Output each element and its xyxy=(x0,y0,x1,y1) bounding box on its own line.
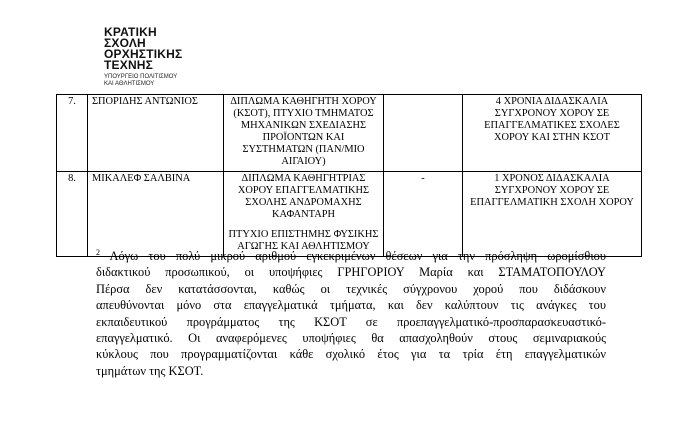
footnote xyxy=(96,245,606,379)
logo-title xyxy=(104,27,182,71)
table-row xyxy=(57,172,642,257)
footnote-line xyxy=(96,245,606,264)
row-number: 8. xyxy=(57,172,88,257)
logo-line: ΣΧΟΛΗ xyxy=(104,36,146,50)
dash-cell: - xyxy=(384,172,463,257)
empty-cell xyxy=(384,95,463,172)
footnote-line: διδακτικού προσωπικού, οι υποψήφιες ΓΡΗΓΟΡΙΟΥ Μαρία και ΣΤΑΜΑΤΟΠΟΥΛΟΥ xyxy=(96,265,606,280)
footnote-line: απευθύνονται μόνο στα επαγγελματικά τμήματα, και δεν καλύπτουν τις ανάγκες του xyxy=(96,298,606,313)
degree-text: ΔΙΠΛΩΜΑ ΚΑΘΗΓΗΤΡΙΑΣ ΧΟΡΟΥ ΕΠΑΓΓΕΛΜΑΤΙΚΗΣ ΣΧΟΛΗΣ ΑΝΔΡΟΜΑΧΗΣ ΚΑΦΑΝΤΑΡΗ xyxy=(237,173,370,220)
footnote-line: τμημάτων της ΚΣΟΤ. xyxy=(96,363,204,378)
footnote-text: Λόγω του πολύ μικρού αριθμού εγκεκριμένων θέσεων για την πρόσληψη ωρομίσθιου xyxy=(109,249,606,263)
school-logo xyxy=(104,27,182,88)
candidate-experience: 1 ΧΡΟΝΟΣ ΔΙΔΑΣΚΑΛΙΑ ΣΥΓΧΡΟΝΟΥ ΧΟΡΟΥ ΣΕ ΕΠΑΓΓΕΛΜΑΤΙΚΗ ΣΧΟΛΗ ΧΟΡΟΥ xyxy=(463,172,642,257)
logo-line: ΚΡΑΤΙΚΗ xyxy=(104,25,157,39)
candidate-name: ΜΙΚΑΛΕΦ ΣΑΛΒΙΝΑ xyxy=(88,172,224,257)
candidate-degree xyxy=(224,172,384,257)
candidate-degree xyxy=(224,95,384,172)
logo-ministry xyxy=(104,74,182,88)
footnote-mark: 2 xyxy=(96,248,100,257)
candidate-name: ΣΠΟΡΙΔΗΣ ΑΝΤΩΝΙΟΣ xyxy=(88,95,224,172)
footnote-line: επαγγελματικό. Οι αναφερόμενες υποψήφιες θα απασχοληθούν στους σεμιναριακούς xyxy=(96,331,606,346)
candidate-experience: 4 ΧΡΟΝΙΑ ΔΙΔΑΣΚΑΛΙΑ ΣΥΓΧΡΟΝΟΥ ΧΟΡΟΥ ΣΕ ΕΠΑΓΓΕΛΜΑΤΙΚΕΣ ΣΧΟΛΕΣ ΧΟΡΟΥ ΚΑΙ ΣΤΗΝ ΚΣΟΤ xyxy=(463,95,642,172)
logo-line: ΤΕΧΝΗΣ xyxy=(104,58,154,72)
logo-sub-line: ΚΑΙ ΑΘΛΗΤΙΣΜΟΥ xyxy=(104,81,155,87)
logo-sub-line: ΥΠΟΥΡΓΕΙΟ ΠΟΛΙΤΙΣΜΟΥ xyxy=(104,74,178,80)
candidates-table xyxy=(56,94,642,257)
table-row xyxy=(57,95,642,172)
row-number: 7. xyxy=(57,95,88,172)
footnote-line: εκπαιδευτικού προγράμματος της ΚΣΟΤ σε προεπαγγελματικό-προσπαρασκευαστικό- xyxy=(96,314,606,329)
degree-text: ΔΙΠΛΩΜΑ ΚΑΘΗΓΗΤΗ ΧΟΡΟΥ (ΚΣΟΤ), ΠΤΥΧΙΟ ΤΜΗΜΑΤΟΣ ΜΗΧΑΝΙΚΩΝ ΣΧΕΔΙΑΣΗΣ ΠΡΟΪΟΝΤΩΝ ΚΑΙ ΣΥΣΤΗΜΑΤΩΝ (ΠΑΝ/ΜΙΟ ΑΙΓΑΙΟΥ) xyxy=(230,96,377,167)
footnote-line: Πέρσα δεν κατατάσσονται, καθώς οι τεχνικές σύγχρονου χορού που διδάσκουν xyxy=(96,281,606,296)
footnote-line: κύκλους που προγραμματίζονται κάθε σχολικό έτος για τα τρία έτη επαγγελματικών xyxy=(96,347,606,362)
logo-line: ΟΡΧΗΣΤΙΚΗΣ xyxy=(104,47,183,61)
degree-text: ΠΤΥΧΙΟ ΕΠΙΣΤΗΜΗΣ ΦΥΣΙΚΗΣ ΑΓΩΓΗΣ ΚΑΙ ΑΘΛΗΤΙΣΜΟΥ xyxy=(228,229,379,252)
